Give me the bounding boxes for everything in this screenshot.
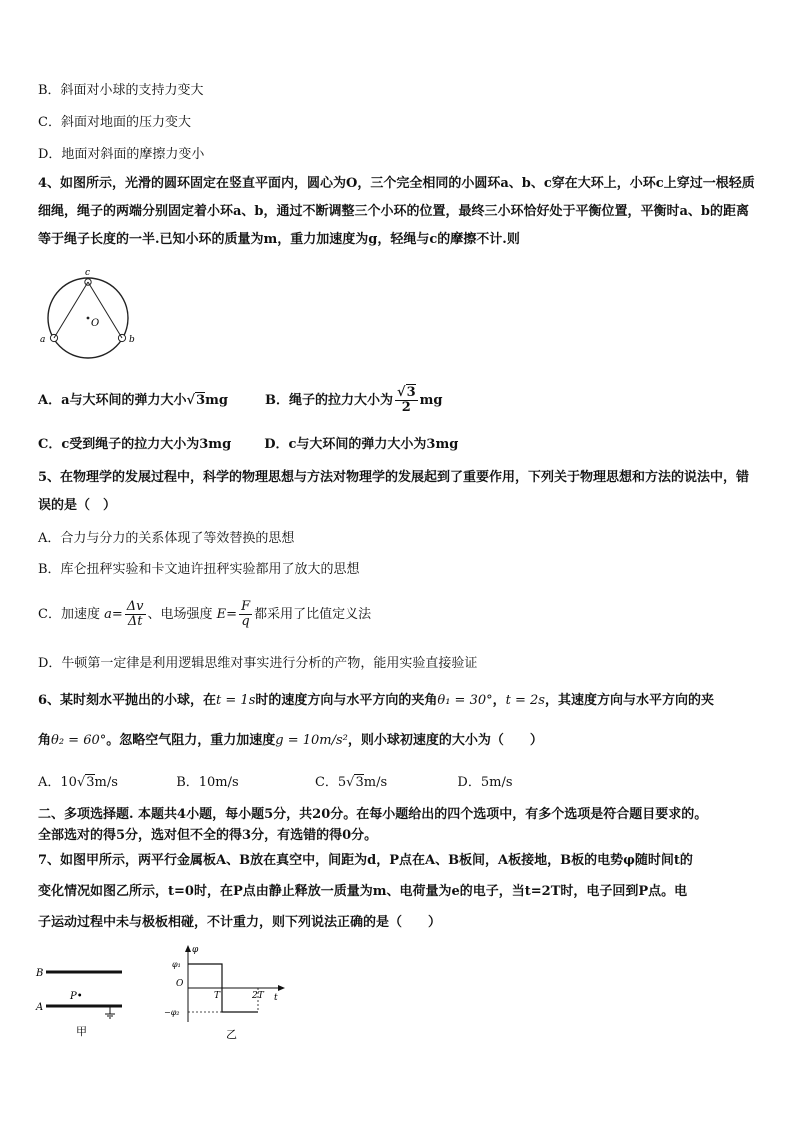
q7-figure-yi	[160, 942, 290, 1042]
q4-ring-figure	[36, 268, 146, 364]
label-o: O	[91, 318, 100, 329]
caption-yi: 乙	[226, 1028, 237, 1041]
q4-options-row2: C．c受到绳子的拉力大小为3mg D．c与大环间的弹力大小为3mg	[38, 437, 459, 452]
origin-label: O	[176, 979, 184, 989]
q5-stem: 5、在物理学的发展过程中，科学的物理思想与方法对物理学的发展起到了重要作用，下列关于物理思想和方法的说法中，错误的是（ ）	[38, 470, 750, 513]
q4-options-row1: A．a与大环间的弹力大小√3mg B．绳子的拉力大小为 $\frac{√3}{2}$ mg	[38, 385, 443, 415]
q6-options: A．10√3m/s B．10m/s C．5√3m/s D．5m/s	[38, 775, 513, 790]
q6-line2: 角θ₂ = 60°。忽略空气阻力，重力加速度g = 10m/s²，则小球初速度的大小为（ ）	[38, 733, 543, 748]
neg-phi2-label: −φ₂	[164, 1008, 180, 1017]
q3-option-b: B．斜面对小球的支持力变大	[38, 83, 204, 98]
section2-line1: 二、多项选择题. 本题共4小题，每小题5分，共20分。在每小题给出的四个选项中，有多个选项是符合题目要求的。	[38, 807, 708, 822]
q5-option-d: D．牛顿第一定律是利用逻辑思维对事实进行分析的产物，能用实验直接验证	[38, 656, 478, 671]
q7-line3: 子运动过程中未与极板相碰，不计重力，则下列说法正确的是（ ）	[38, 915, 442, 930]
label-b: b	[129, 335, 135, 345]
q7-line1: 7、如图甲所示，两平行金属板A、B放在真空中，间距为d，P点在A、B板间，A板接地，B板的电势φ随时间t的	[38, 853, 693, 868]
q3-option-d: D．地面对斜面的摩擦力变小	[38, 147, 205, 162]
label-c: c	[85, 268, 91, 278]
tick-2t-label: 2T	[252, 991, 264, 1001]
label-a: a	[40, 335, 46, 345]
point-p-label: P•	[70, 991, 83, 1002]
plate-a-label: A	[36, 1002, 44, 1013]
q4-stem: 4、如图所示，光滑的圆环固定在竖直平面内，圆心为O，三个完全相同的小圆环a、b、c穿在大环上，小环c上穿过一根轻质细绳，绳子的两端分别固定着小环a、b，通过不断调整三个小环的位置，最终三小环恰好处于平衡位置，平衡时a、b的距离等于绳子长度的一半.已知小环的质量为m，重力加速度为g，轻绳与c的摩擦不计.则	[38, 176, 755, 247]
caption-jia: 甲	[76, 1025, 87, 1038]
q6-line1: 6、某时刻水平抛出的小球，在t = 1s时的速度方向与水平方向的夹角θ₁ = 30°，t = 2s，其速度方向与水平方向的夹	[38, 693, 714, 708]
tick-t-label: T	[214, 991, 221, 1001]
q5-option-c: C．加速度 a= $\frac{\Delta v}{\Delta t}$ 、电场强度 E= $\frac{F}{q}$ 都采用了比值定义法	[38, 599, 372, 629]
phi1-label: φ₁	[172, 960, 181, 969]
q5-option-a: A．合力与分力的关系体现了等效替换的思想	[38, 531, 295, 546]
plate-b-label: B	[36, 968, 44, 979]
section2-line2: 全部选对的得5分，选对但不全的得3分，有选错的得0分。	[38, 828, 378, 843]
axis-t-label: t	[274, 993, 278, 1003]
axis-phi-label: φ	[192, 945, 199, 955]
q7-figure-jia	[34, 958, 134, 1040]
q7-line2: 变化情况如图乙所示，t=0时，在P点由静止释放一质量为m、电荷量为e的电子，当t=2T时，电子回到P点。电	[38, 884, 688, 899]
q3-option-c: C．斜面对地面的压力变大	[38, 115, 191, 130]
q5-option-b: B．库仑扭秤实验和卡文迪许扭秤实验都用了放大的思想	[38, 562, 360, 577]
